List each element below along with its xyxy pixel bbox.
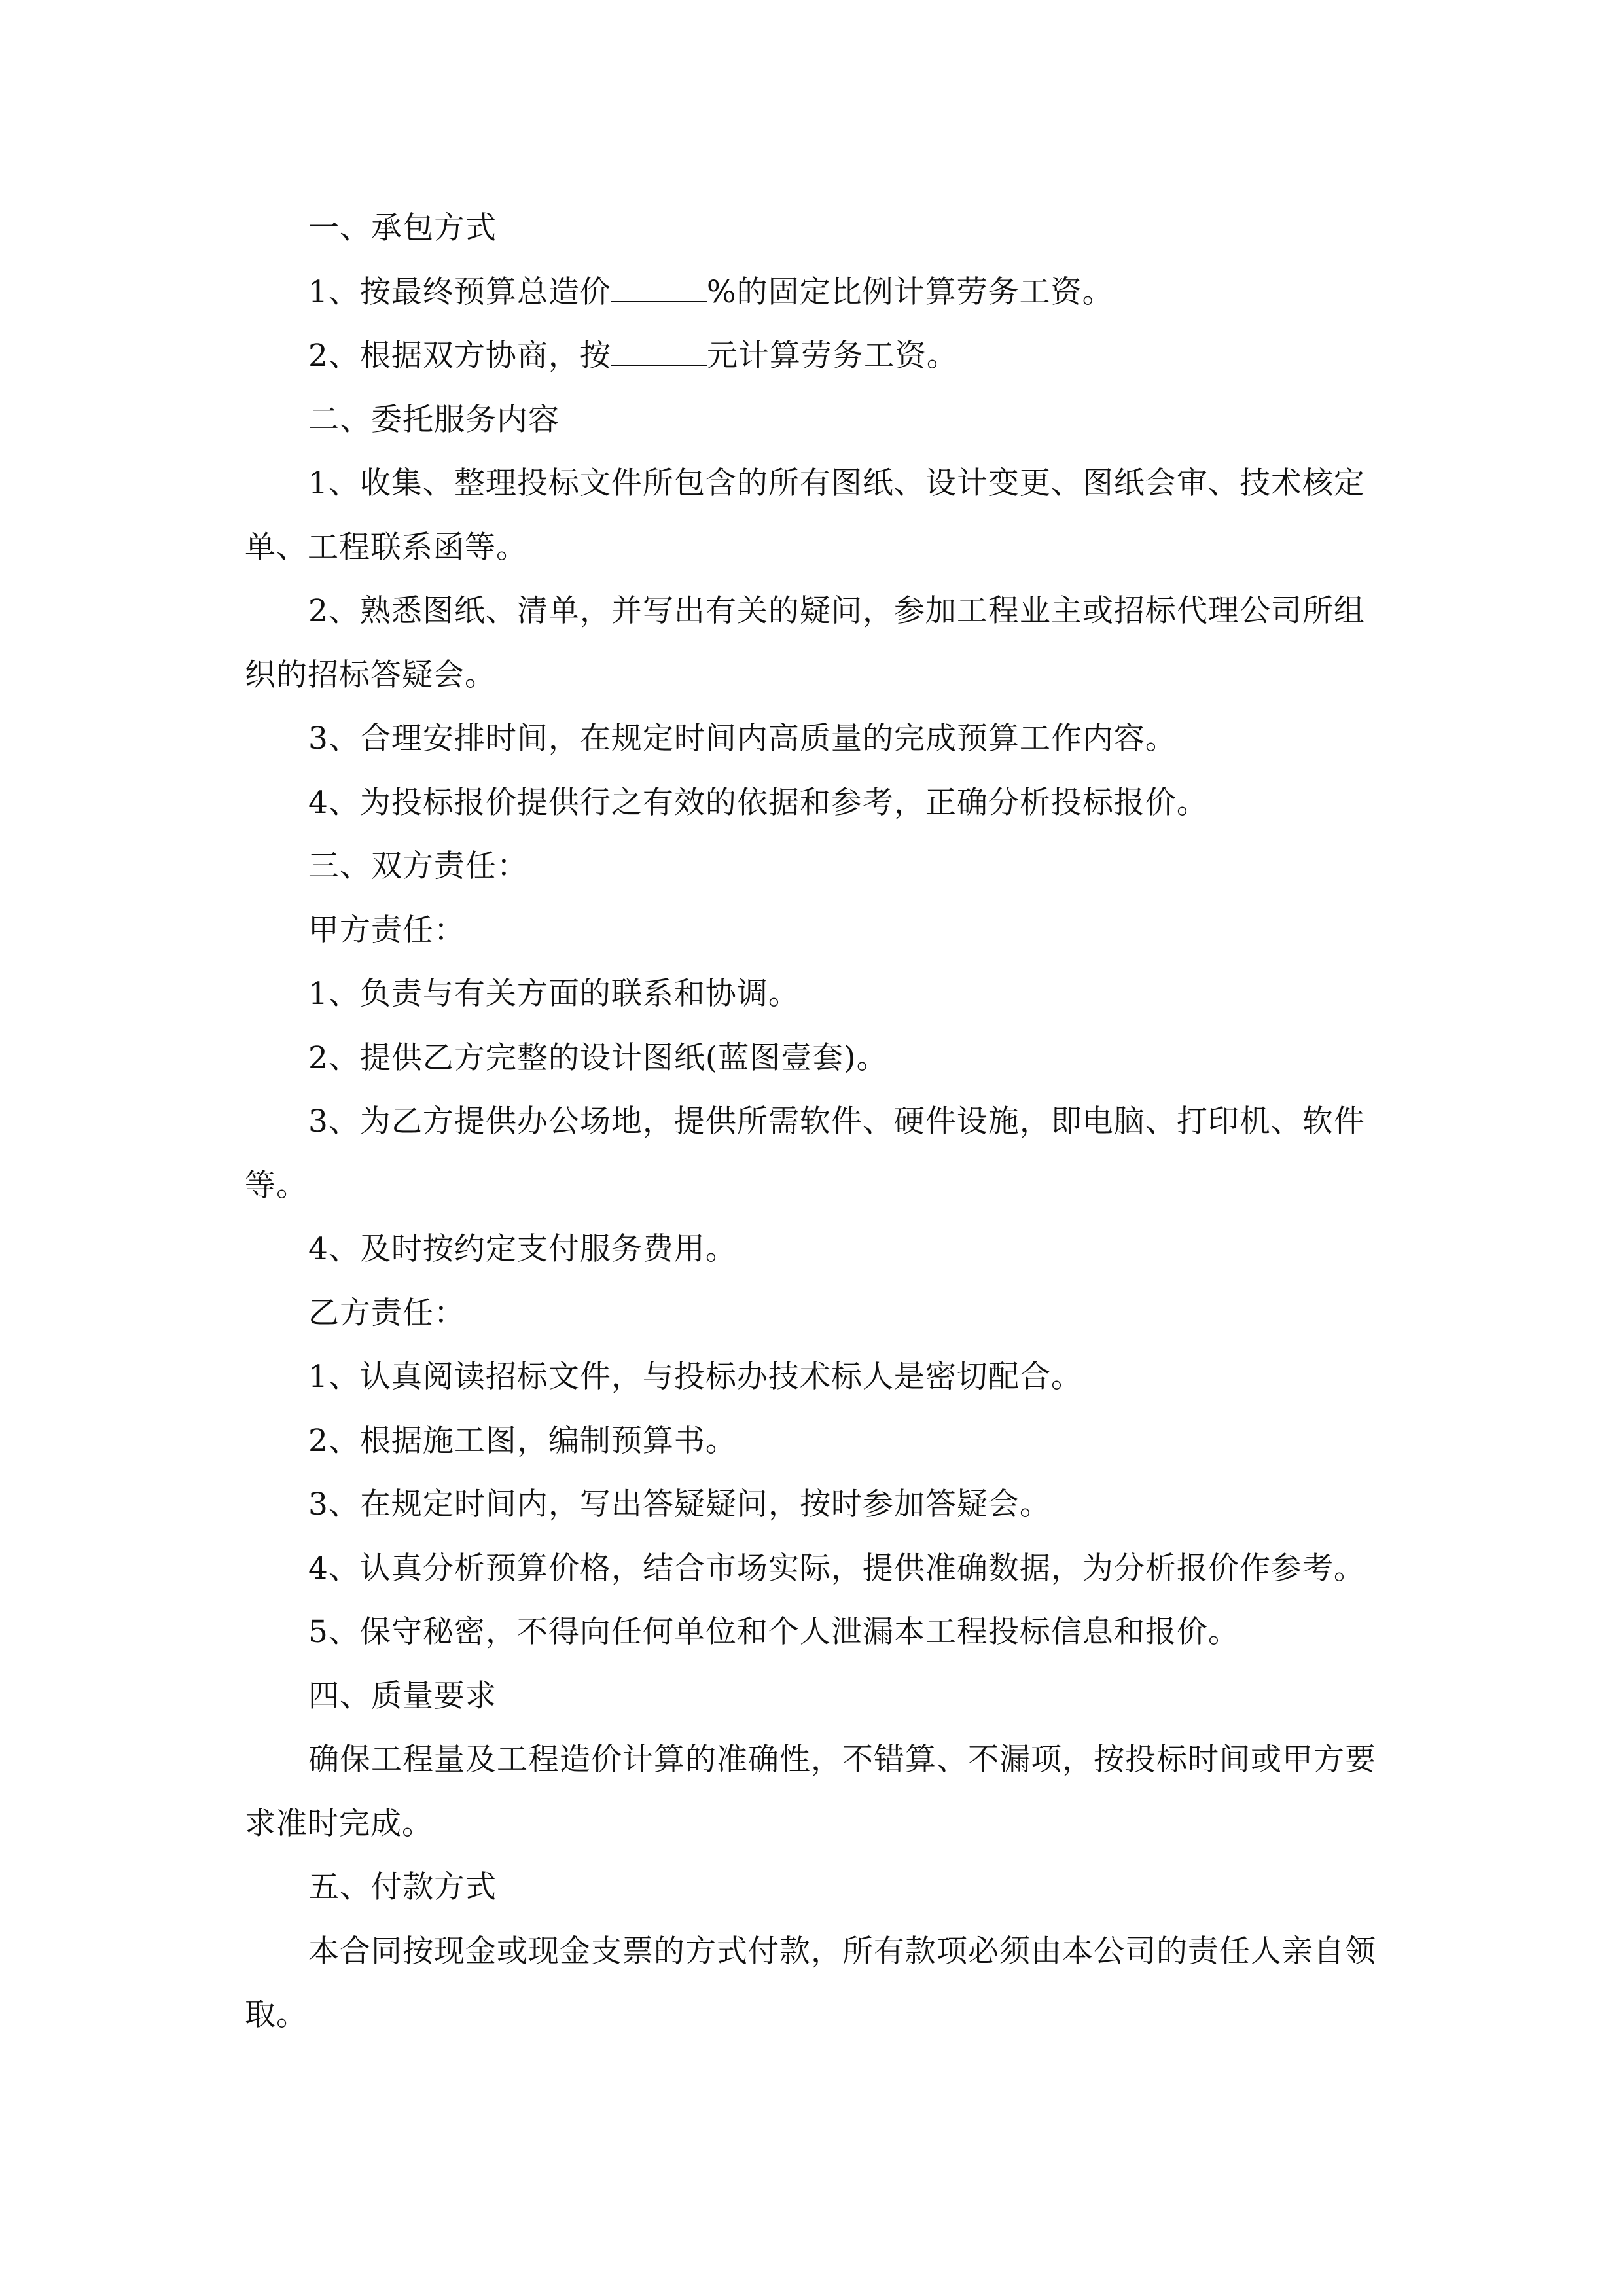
clause-paragraph: 3、为乙方提供办公场地，提供所需软件、硬件设施，即电脑、打印机、软件等。 xyxy=(245,1103,1365,1204)
clause-text: %的固定比例计算劳务工资。 xyxy=(706,274,1114,310)
clause-paragraph: 本合同按现金或现金支票的方式付款，所有款项必须由本公司的责任人亲自领取。 xyxy=(245,1933,1376,2033)
document-body xyxy=(245,196,1383,2047)
clause-paragraph: 3、合理安排时间，在规定时间内高质量的完成预算工作内容。 xyxy=(308,721,1177,757)
clause-paragraph: 1、收集、整理投标文件所包含的所有图纸、设计变更、图纸会审、技术核定单、工程联系函等。 xyxy=(245,465,1365,565)
clause-paragraph: 4、为投标报价提供行之有效的依据和参考，正确分析投标报价。 xyxy=(308,784,1208,821)
section-heading-responsibilities: 三、双方责任： xyxy=(308,848,528,884)
clause-negotiated-amount xyxy=(245,324,1383,388)
clause-paragraph: 4、及时按约定支付服务费用。 xyxy=(308,1231,737,1267)
clause-text: 2、根据双方协商，按 xyxy=(308,338,611,374)
clause-paragraph: 4、认真分析预算价格，结合市场实际，提供准确数据，为分析报价作参考。 xyxy=(308,1550,1365,1587)
clause-text: 元计算劳务工资。 xyxy=(706,338,958,374)
clause-paragraph: 5、保守秘密，不得向任何单位和个人泄漏本工程投标信息和报价。 xyxy=(308,1614,1240,1650)
section-heading-quality: 四、质量要求 xyxy=(308,1677,497,1714)
clause-paragraph: 确保工程量及工程造价计算的准确性，不错算、不漏项，按投标时间或甲方要求准时完成。 xyxy=(245,1742,1376,1842)
blank-fill-line xyxy=(611,340,707,366)
clause-paragraph: 3、在规定时间内，写出答疑疑问，按时参加答疑会。 xyxy=(308,1486,1051,1522)
clause-fixed-percentage xyxy=(245,260,1383,325)
section-heading-service-content: 二、委托服务内容 xyxy=(308,401,560,438)
subheading-party-a: 甲方责任： xyxy=(308,912,465,948)
section-heading-contracting-method: 一、承包方式 xyxy=(308,210,497,246)
clause-paragraph: 1、认真阅读招标文件，与投标办技术标人是密切配合。 xyxy=(308,1359,1082,1395)
clause-paragraph: 2、根据施工图，编制预算书。 xyxy=(308,1422,737,1459)
subheading-party-b: 乙方责任： xyxy=(308,1295,465,1331)
clause-paragraph: 2、提供乙方完整的设计图纸(蓝图壹套)。 xyxy=(308,1039,888,1076)
clause-paragraph: 1、负责与有关方面的联系和协调。 xyxy=(308,976,800,1012)
clause-paragraph: 2、熟悉图纸、清单，并写出有关的疑问，参加工程业主或招标代理公司所组织的招标答疑会。 xyxy=(245,593,1365,693)
clause-text: 1、按最终预算总造价 xyxy=(308,274,611,310)
blank-fill-line xyxy=(611,276,707,302)
section-heading-payment: 五、付款方式 xyxy=(308,1869,497,1905)
